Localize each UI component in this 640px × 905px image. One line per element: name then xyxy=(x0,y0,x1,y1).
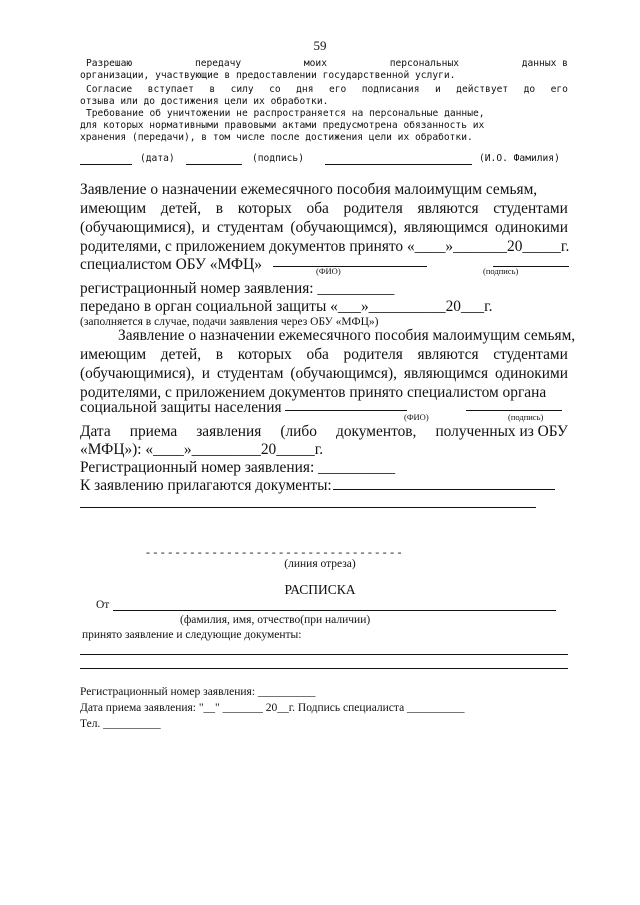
fio-caption: (ФИО) xyxy=(404,412,429,422)
consent-word: действует xyxy=(456,84,509,95)
cut-line: - - - - - - - - - - - - - - - - - - - - - - - - - - - - - - - - - - - xyxy=(146,545,402,559)
sign-caption: (подпись) xyxy=(483,266,519,276)
consent-line-1 xyxy=(80,58,568,70)
name-blank[interactable] xyxy=(325,164,472,165)
date-blank[interactable] xyxy=(80,164,132,165)
block3-docs-label: К заявлению прилагаются документы: xyxy=(80,477,332,494)
text-word: которых xyxy=(237,200,292,217)
text-word: (либо xyxy=(280,423,317,440)
receipt-from-blank[interactable] xyxy=(113,610,556,611)
docs-blank-2[interactable] xyxy=(80,507,536,508)
text-word: студентам xyxy=(216,365,284,382)
text-word: одинокими xyxy=(495,219,568,236)
consent-line-2: организации, участвующие в предоставлении государственной услуги. xyxy=(80,70,456,81)
text-word: оба xyxy=(306,346,329,363)
sign-caption: (подпись) xyxy=(508,412,544,422)
consent-line-4: отзыва или до достижения цели их обработки. xyxy=(80,96,329,107)
block2-line-3 xyxy=(80,364,568,383)
block3-line-2: «МФЦ»): «____»_________20_____г. xyxy=(80,441,324,458)
block1-line-4: родителями, с приложением документов принято «____»_______20_____г. xyxy=(80,238,570,255)
consent-line-3 xyxy=(80,84,568,96)
text-word: являющимся xyxy=(403,365,489,382)
consent-word: силу xyxy=(230,84,254,95)
block2-line-2 xyxy=(80,345,568,364)
text-word: и xyxy=(201,365,210,382)
consent-word: подписания xyxy=(361,84,420,95)
text-word: полученных из ОБУ xyxy=(435,423,568,440)
block1-line-1: Заявление о назначении ежемесячного пособия малоимущим семьям, xyxy=(80,181,538,198)
name-caption: (И.О. Фамилия) xyxy=(479,153,560,164)
consent-word: его xyxy=(328,84,347,95)
text-word: имеющим xyxy=(80,346,147,363)
consent-word: Разрешаю xyxy=(86,58,133,69)
receipt-from-label: От xyxy=(96,599,110,611)
text-word: (обучающимися), xyxy=(80,365,195,382)
text-word: студентами xyxy=(493,346,568,363)
consent-word: Согласие xyxy=(86,84,133,95)
text-word: родителя xyxy=(343,200,403,217)
text-word: заявления xyxy=(196,423,262,440)
organ-sign-blank[interactable] xyxy=(466,410,562,411)
date-caption: (дата) xyxy=(140,153,175,164)
text-word: Дата xyxy=(80,423,111,440)
block2-line-4: родителями, с приложением документов принято специалистом органа xyxy=(80,384,547,401)
text-word: студентами xyxy=(493,200,568,217)
block2-line-5: социальной защиты населения xyxy=(80,399,282,416)
consent-word: вступает xyxy=(147,84,194,95)
text-word: (обучающимся), xyxy=(290,219,397,236)
docs-blank-1[interactable] xyxy=(333,489,555,490)
block1-transfer: передано в орган социальной защиты «___»__________20___г. xyxy=(80,298,493,315)
consent-line-5: Требование об уничтожении не распространяется на персональные данные, xyxy=(86,108,485,119)
cut-line-label: (линия отреза) xyxy=(284,558,356,570)
consent-line-7: хранения (передачи), в том числе после достижения цели их обработки. xyxy=(80,132,473,143)
receipt-docs-blank-1[interactable] xyxy=(80,654,568,655)
receipt-reg-number: Регистрационный номер заявления: __________ xyxy=(80,686,316,698)
block1-line-5: специалистом ОБУ «МФЦ» xyxy=(80,256,262,273)
receipt-name-hint: (фамилия, имя, отчество(при наличии) xyxy=(180,614,371,626)
consent-word: со xyxy=(269,84,281,95)
consent-word: его xyxy=(550,84,568,95)
block1-reg-number: регистрационный номер заявления: __________ xyxy=(80,280,395,297)
text-word: в xyxy=(215,200,224,217)
text-word: оба xyxy=(306,200,329,217)
consent-word: до xyxy=(523,84,536,95)
block1-line-2 xyxy=(80,199,568,218)
consent-word: дня xyxy=(296,84,314,95)
text-word: которых xyxy=(237,346,292,363)
text-word: являются xyxy=(417,200,479,217)
organ-fio-blank[interactable] xyxy=(285,410,407,411)
text-word: приема xyxy=(129,423,178,440)
text-word: (обучающимся), xyxy=(290,365,397,382)
consent-word: передачу xyxy=(194,58,242,69)
receipt-date-signature: Дата приема заявления: "__" _______ 20__г. Подпись специалиста __________ xyxy=(80,702,465,714)
text-word: являются xyxy=(417,346,479,363)
text-word: детей, xyxy=(160,346,202,363)
receipt-title: РАСПИСКА xyxy=(284,582,356,597)
fio-caption: (ФИО) xyxy=(316,266,341,276)
mfc-fio-blank[interactable] xyxy=(273,266,427,267)
block3-reg-number: Регистрационный номер заявления: __________ xyxy=(80,459,396,476)
text-word: документов, xyxy=(335,423,417,440)
text-word: являющимся xyxy=(403,219,489,236)
text-word: имеющим xyxy=(80,200,147,217)
page-number: 59 xyxy=(313,38,327,53)
consent-line-6: для которых нормативными правовыми актами предусмотрена обязанность их xyxy=(80,120,485,131)
text-word: в xyxy=(215,346,224,363)
signature-blank[interactable] xyxy=(186,164,242,165)
signature-caption: (подпись) xyxy=(252,153,304,164)
consent-word: и xyxy=(434,84,441,95)
consent-word: в xyxy=(209,84,216,95)
text-word: детей, xyxy=(160,200,202,217)
text-word: родителя xyxy=(343,346,403,363)
receipt-docs-blank-2[interactable] xyxy=(80,668,568,669)
block2-line-1: Заявление о назначении ежемесячного пособия малоимущим семьям, xyxy=(118,327,576,344)
consent-word: персональных xyxy=(389,58,460,69)
consent-word: моих xyxy=(303,58,327,69)
text-word: и xyxy=(201,219,210,236)
text-word: (обучающимися), xyxy=(80,219,195,236)
text-word: одинокими xyxy=(495,365,568,382)
block3-line-1 xyxy=(80,422,568,441)
receipt-accepted-label: принято заявление и следующие документы: xyxy=(82,629,302,641)
receipt-phone: Тел. __________ xyxy=(80,718,161,730)
block1-note: (заполняется в случае, подачи заявления через ОБУ «МФЦ») xyxy=(80,316,379,328)
text-word: студентам xyxy=(216,219,284,236)
block1-line-3 xyxy=(80,218,568,237)
consent-word: данных в xyxy=(521,58,568,69)
